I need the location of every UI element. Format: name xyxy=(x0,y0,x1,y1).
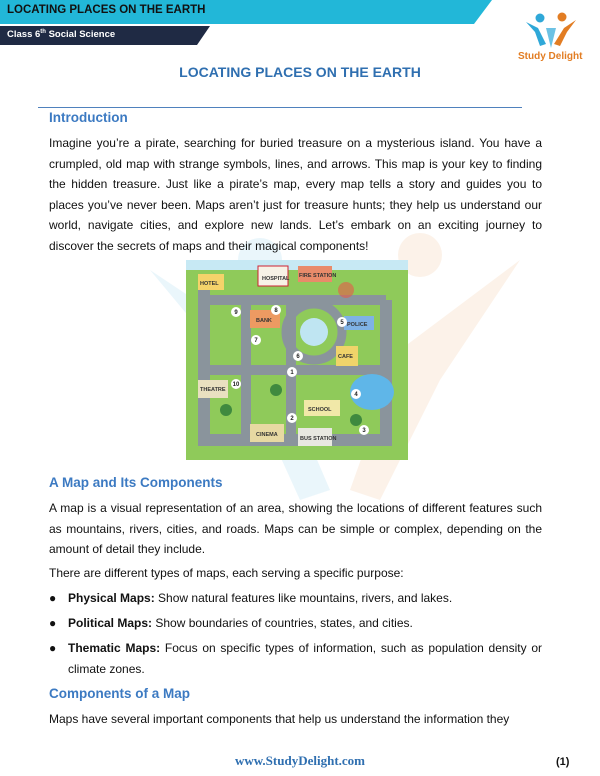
map-label-hotel: HOTEL xyxy=(200,281,219,287)
introduction-text: Imagine you’re a pirate, searching for buried treasure on a mysterious island. You have a crumpled, old map with strange symbols, lines, and arrows. This map is your key to finding the hidden treasure. Just like a pirate’s map, every map tells a story and guides you to places you’ve never been. Maps aren’t just for treasure hunts; they help us understand our world, navigate cities, and explore new lands. Let’s embark on an exciting journey to discover the secrets of maps and their magical components! xyxy=(49,136,542,253)
map-label-police: POLICE xyxy=(347,322,368,328)
map-number: 3 xyxy=(362,428,366,434)
components-heading: Components of a Map xyxy=(49,686,190,701)
logo-text: Study Delight xyxy=(518,51,583,62)
city-map-illustration xyxy=(186,260,408,460)
chapter-banner-title: LOCATING PLACES ON THE EARTH xyxy=(7,4,206,16)
map-label-school: SCHOOL xyxy=(308,407,332,413)
introduction-heading: Introduction xyxy=(49,110,128,125)
map-types-intro: There are different types of maps, each serving a specific purpose: xyxy=(49,566,404,580)
map-number: 4 xyxy=(354,392,358,398)
map-label-theatre: THEATRE xyxy=(200,387,226,393)
map-number: 2 xyxy=(290,416,294,422)
map-label-bus-station: BUS STATION xyxy=(300,436,337,442)
footer-url[interactable]: www.StudyDelight.com xyxy=(234,753,365,768)
page-number: (1) xyxy=(556,756,570,768)
map-number: 6 xyxy=(296,354,300,360)
map-number: 5 xyxy=(340,320,344,326)
map-number: 7 xyxy=(254,338,258,344)
map-definition-text: A map is a visual representation of an area, showing the locations of different features such as mountains, rivers, cities, and roads. Maps can be simple or complex, depending on the amount of detail they include. xyxy=(49,501,542,556)
page-title: LOCATING PLACES ON THE EARTH xyxy=(179,64,421,80)
title-divider xyxy=(38,107,522,108)
map-label-hospital: HOSPITAL xyxy=(262,276,290,282)
map-number: 10 xyxy=(232,382,240,388)
map-number: 9 xyxy=(234,310,238,316)
map-components-heading: A Map and Its Components xyxy=(49,475,223,490)
map-label-cafe: CAFE xyxy=(338,354,353,360)
map-number: 1 xyxy=(290,370,294,376)
components-text: Maps have several important components that help us understand the information they xyxy=(49,712,510,726)
map-label-bank: BANK xyxy=(256,318,272,324)
map-label-fire-station: FIRE STATION xyxy=(299,273,337,279)
map-number: 8 xyxy=(274,308,278,314)
map-label-cinema: CINEMA xyxy=(256,432,278,438)
class-label: Class 6th Social Science xyxy=(7,29,116,41)
